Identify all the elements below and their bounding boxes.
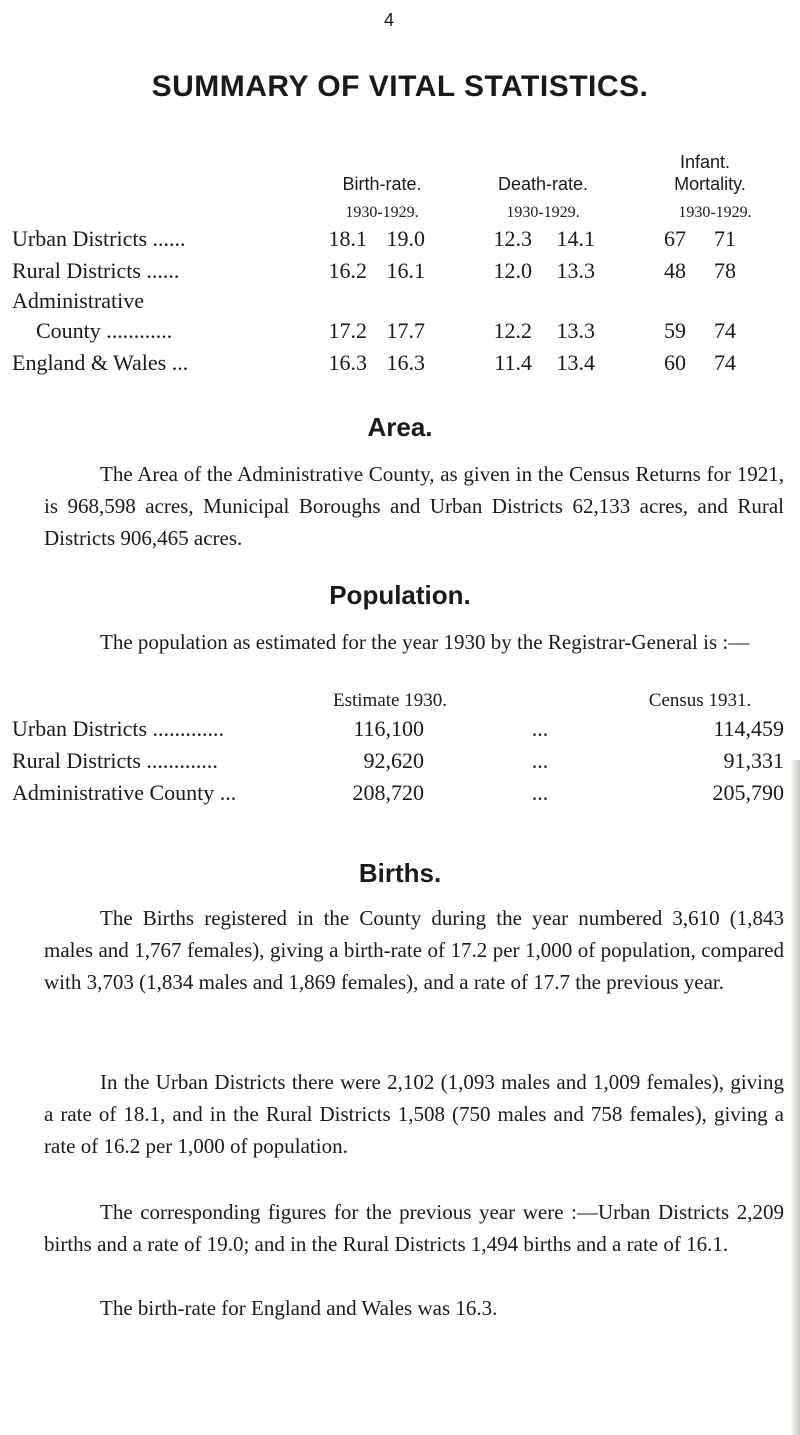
birth-rate-header: Birth-rate. [342, 174, 422, 194]
cell: 12.3 [493, 226, 532, 251]
row-label: Administrative County ... [12, 780, 237, 805]
row-label: Administrative [12, 288, 144, 313]
census-value: 205,790 [712, 780, 784, 805]
row-label: Urban Districts ............. [12, 716, 225, 741]
birth-years-header: 1930-1929. [345, 204, 419, 221]
cell: 74 [714, 318, 736, 343]
row-label: Rural Districts ...... [12, 258, 180, 283]
cell: 16.2 [328, 258, 367, 283]
infant-mortality-header: Mortality. [674, 174, 746, 194]
infant-years-header: 1930-1929. [678, 204, 752, 221]
census-value: 91,331 [723, 748, 784, 773]
cell: 48 [664, 258, 686, 283]
area-heading: Area. [367, 412, 433, 442]
page-number: 4 [384, 10, 395, 30]
estimate-value: 116,100 [353, 716, 424, 741]
row-label: Urban Districts ...... [12, 226, 186, 251]
row-label: County ............ [36, 318, 173, 343]
cell: 71 [714, 226, 736, 251]
cell: 59 [664, 318, 686, 343]
estimate-column-header: Estimate 1930. [333, 690, 447, 711]
cell: 78 [714, 258, 736, 283]
cell: 17.2 [328, 318, 367, 343]
leader: ... [531, 780, 549, 805]
leader: ... [531, 748, 549, 773]
cell: 12.0 [493, 258, 532, 283]
estimate-value: 92,620 [363, 748, 424, 773]
cell: 13.3 [556, 258, 595, 283]
cell: 67 [664, 226, 686, 251]
births-heading: Births. [358, 858, 442, 888]
cell: 19.0 [386, 226, 425, 251]
page-title: SUMMARY OF VITAL STATISTICS. [151, 70, 649, 103]
leader: ... [531, 716, 549, 741]
death-years-header: 1930-1929. [506, 204, 580, 221]
cell: 16.3 [386, 350, 425, 375]
births-paragraph-2: In the Urban Districts there were 2,102 (1,093 males and 1,009 females), giving a rate of 18.1, and in the Rural Districts 1,508 (750 males and 758 females), giving a rate of 16.2 per 1,000 of population. [44, 1070, 784, 1158]
page-edge-shadow [790, 760, 800, 1435]
estimate-value: 208,720 [352, 780, 424, 805]
cell: 16.1 [386, 258, 425, 283]
cell: 14.1 [556, 226, 595, 251]
cell: 18.1 [328, 226, 367, 251]
infant-header-line1: Infant. [679, 152, 731, 172]
births-paragraph-1: The Births registered in the County during the year numbered 3,610 (1,843 males and 1,767 females), giving a birth-rate of 17.2 per 1,000 of population, compared with 3,703 (1,834 males and 1,869 females), and a rate of 17.7 the previous year. [44, 906, 784, 994]
cell: 17.7 [386, 318, 425, 343]
population-intro: The population as estimated for the year 1930 by the Registrar-General is :— [100, 630, 750, 654]
cell: 12.2 [493, 318, 532, 343]
census-column-header: Census 1931. [648, 690, 752, 711]
cell: 60 [664, 350, 686, 375]
area-paragraph: The Area of the Administrative County, as given in the Census Returns for 1921, is 968,598 acres, Municipal Boroughs and Urban Districts 62,133 acres, and Rural Districts 906,465 acres. [44, 462, 784, 550]
death-rate-header: Death-rate. [497, 174, 589, 194]
births-paragraph-4: The birth-rate for England and Wales was 16.3. [100, 1296, 498, 1320]
cell: 13.4 [556, 350, 595, 375]
census-value: 114,459 [713, 716, 784, 741]
cell: 74 [714, 350, 736, 375]
cell: 13.3 [556, 318, 595, 343]
cell: 11.4 [494, 350, 532, 375]
births-paragraph-3: The corresponding figures for the previous year were :—Urban Districts 2,209 births and a rate of 19.0; and in the Rural Districts 1,494 births and a rate of 16.1. [44, 1200, 784, 1256]
row-label: England & Wales ... [12, 350, 189, 375]
population-heading: Population. [329, 580, 471, 610]
row-label: Rural Districts ............. [12, 748, 218, 773]
cell: 16.3 [328, 350, 367, 375]
